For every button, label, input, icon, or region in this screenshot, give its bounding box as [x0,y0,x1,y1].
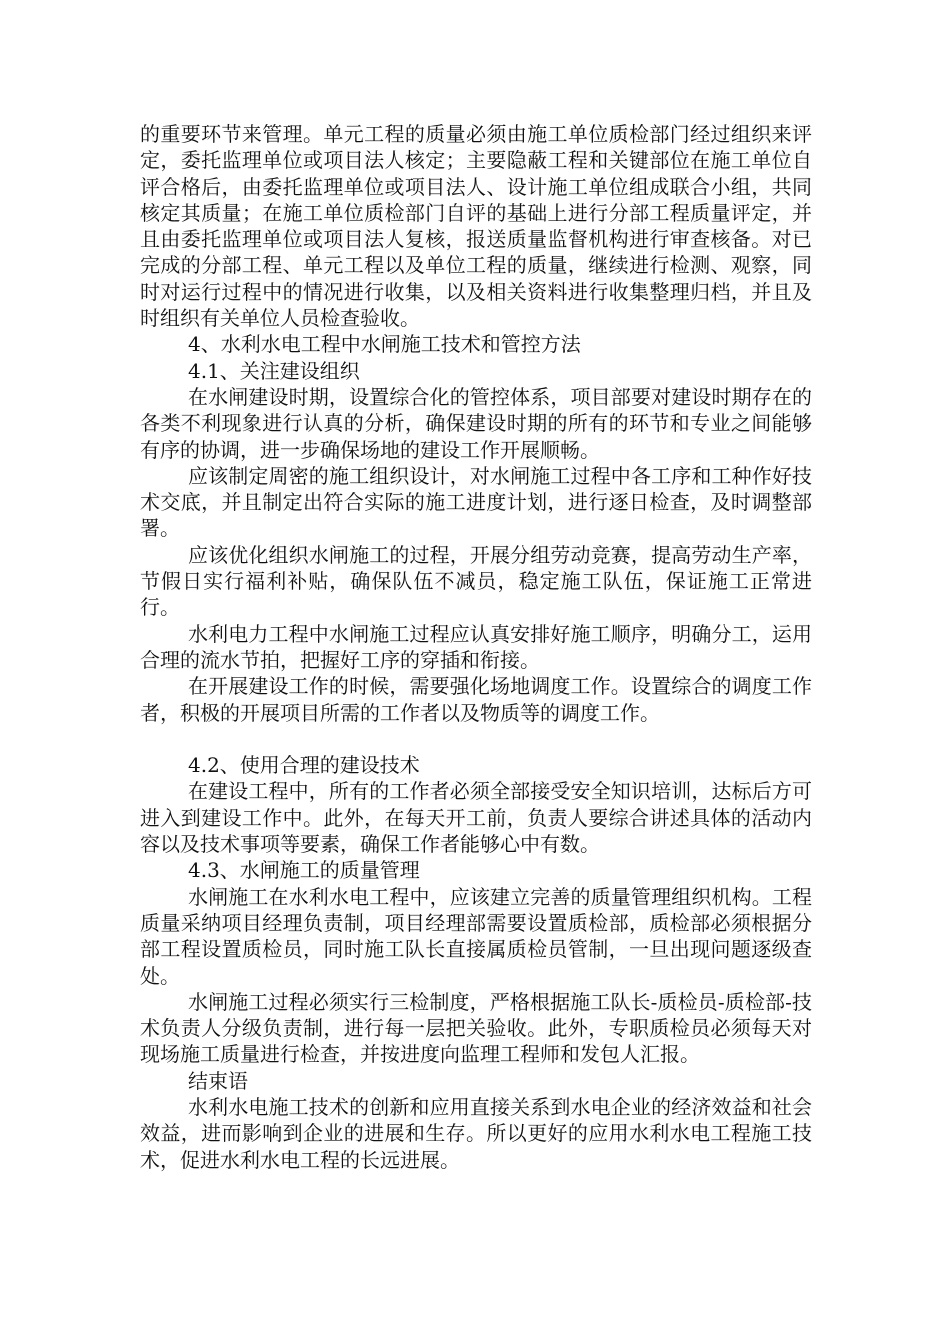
document-body [140,121,812,1173]
paragraph-labor-competition: 应该优化组织水闸施工的过程，开展分组劳动竞赛，提高劳动生产率，节假日实行福利补贴，确保队伍不减员，稳定施工队伍，保证施工正常进行。 [140,542,812,620]
section-heading-4: 4、水利水电工程中水闸施工技术和管控方法 [188,332,581,357]
paragraph-safety-training: 在建设工程中，所有的工作者必须全部接受安全知识培训，达标后方可进入到建设工作中。此外，在每天开工前，负责人要综合讲述具体的活动内容以及技术事项等要素，确保工作者能够心中有数。 [140,779,812,857]
paragraph-site-scheduling: 在开展建设工作的时候，需要强化场地调度工作。设置综合的调度工作者，积极的开展项目所需的工作者以及物质等的调度工作。 [140,674,812,725]
paragraph-construction-sequence: 水利电力工程中水闸施工过程应认真安排好施工顺序，明确分工，运用合理的流水节拍，把握好工序的穿插和衔接。 [140,621,812,672]
section-heading-4-1: 4.1、关注建设组织 [188,358,360,383]
section-heading-4-2: 4.2、使用合理的建设技术 [188,753,420,778]
section-heading-conclusion: 结束语 [188,1068,248,1093]
paragraph-quality-management-continued: 的重要环节来管理。单元工程的质量必须由施工单位质检部门经过组织来评定，委托监理单位或项目法人核定；主要隐蔽工程和关键部位在施工单位自评合格后，由委托监理单位或项目法人、设计施工单位组成联合小组，共同核定其质量；在施工单位质检部门自评的基础上进行分部工程质量评定，并且由委托监理单位或项目法人复核，报送质量监督机构进行审查核备。对已完成的分部工程、单元工程以及单位工程的质量，继续进行检测、观察，同时对运行过程中的情况进行收集，以及相关资料进行收集整理归档，并且及时组织有关单位人员检查验收。 [140,122,812,331]
paragraph-management-system: 在水闸建设时期，设置综合化的管控体系，项目部要对建设时期存在的各类不利现象进行认真的分析，确保建设时期的所有的环节和专业之间能够有序的协调，进一步确保场地的建设工作开展顺畅。 [140,384,812,462]
section-heading-4-3: 4.3、水闸施工的质量管理 [188,858,420,883]
paragraph-construction-design: 应该制定周密的施工组织设计，对水闸施工过程中各工序和工种作好技术交底，并且制定出符合实际的施工进度计划，进行逐日检查，及时调整部署。 [140,463,812,541]
paragraph-conclusion: 水利水电施工技术的创新和应用直接关系到水电企业的经济效益和社会效益，进而影响到企业的进展和生存。所以更好的应用水利水电工程施工技术，促进水利水电工程的长远进展。 [140,1094,812,1172]
paragraph-quality-organization: 水闸施工在水利水电工程中，应该建立完善的质量管理组织机构。工程质量采纳项目经理负责制，项目经理部需要设置质检部，质检部必须根据分部工程设置质检员，同时施工队长直接属质检员管制，一旦出现问题逐级查处。 [140,884,812,988]
blank-line [140,726,812,752]
paragraph-three-inspection-system: 水闸施工过程必须实行三检制度，严格根据施工队长-质检员-质检部-技术负责人分级负责制，进行每一层把关验收。此外，专职质检员必须每天对现场施工质量进行检查，并按进度向监理工程师和发包人汇报。 [140,989,812,1067]
